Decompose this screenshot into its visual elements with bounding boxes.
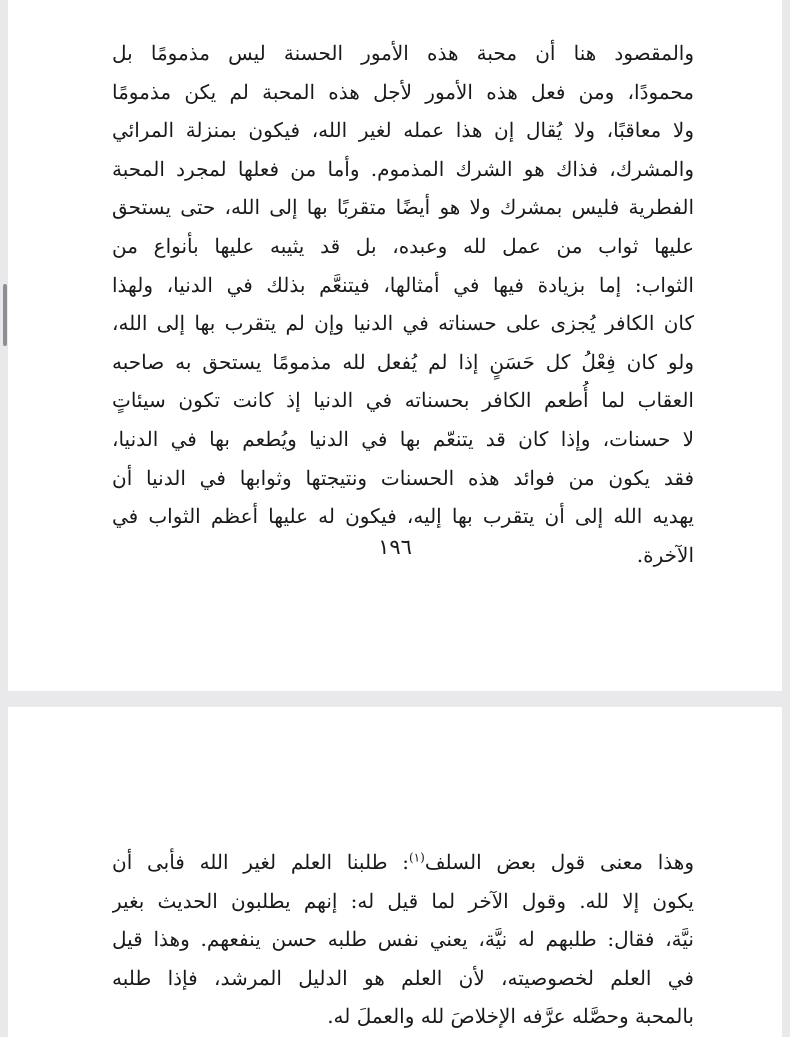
text-line: الآخرة. [636,542,694,567]
text-line: ولو كان فِعْلُ كل حَسَنٍ إذا لم يُفعل لله مذمومًا يستحق به صاحبه [112,349,694,374]
text-line [112,843,694,882]
text-line: نيَّة، فقال: طلبهم له نيَّة، يعني نفس طلبه حسن ينفعهم. وهذا قيل [112,927,694,952]
text-line: لا حسنات، وإذا كان قد يتنعّم بها في الدنيا ويُطعم بها في الدنيا، [112,426,694,451]
text-line: ولا معاقبًا، ولا يُقال إن هذا عمله لغير الله، فيكون بمنزلة المرائي [112,118,694,143]
footnote-marker[interactable]: (١) [408,850,425,865]
book-page-197 [8,707,782,1037]
text-line: يكون إلا لله. وقول الآخر لما قيل له: إنهم يطلبون الحديث بغير [112,888,694,913]
text-line: عليها ثواب من عمل لله وعبده، بل قد يثيبه عليها بأنواع من [112,233,694,258]
text-line: بالمحبة وحصَّله عرَّفه الإخلاصَ لله والعملَ له. [327,1004,694,1029]
text-line: الفطرية فليس بمشرك ولا هو أيضًا متقربًا بها إلى الله، حتى يستحق [112,195,694,220]
page-number: ١٩٦ [378,535,412,559]
book-page-196 [8,0,782,691]
text-line: في العلم لخصوصيته، لأن العلم هو الدليل المرشد، فإذا طلبه [112,965,694,990]
page-197-body-text [112,843,694,1036]
text-segment: وهذا معنى قول بعض السلف [424,850,694,874]
text-line: العقاب لما أُطعم الكافر بحسناته في الدنيا إذ كانت تكون سيئاتٍ [112,388,694,413]
text-line: فقد يكون من فوائد هذه الحسنات ونتيجتها وثوابها في الدنيا أن [112,465,694,490]
scroll-indicator[interactable] [3,284,7,346]
text-line: يهديه الله إلى أن يتقرب بها إليه، فيكون له عليها أعظم الثواب في [112,504,694,529]
text-line: محمودًا، ومن فعل هذه الأمور لأجل هذه المحبة لم يكن مذمومًا [112,79,694,104]
text-line: الثواب: إما بزيادة فيها في أمثالها، فيتنعَّم بذلك في الدنيا، ولهذا [112,272,694,297]
text-line: والمشرك، فذاك هو الشرك المذموم. وأما من فعلها لمجرد المحبة [112,156,694,181]
text-segment: : طلبنا العلم لغير الله فأبى أن [112,850,409,874]
text-line: والمقصود هنا أن محبة هذه الأمور الحسنة ليس مذمومًا بل [112,41,694,65]
text-line: كان الكافر يُجزى على حسناته في الدنيا وإن لم يتقرب بها إلى الله، [112,311,694,336]
page-196-body-text [112,34,694,574]
